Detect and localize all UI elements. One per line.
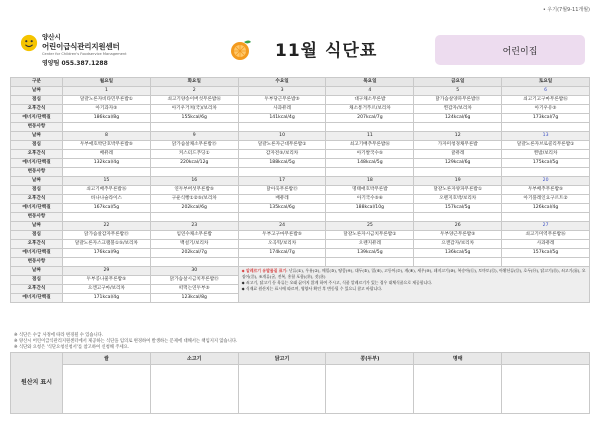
lunch-cell: 달걀노른자브로콜리무른밥①: [502, 141, 590, 150]
change-cell: [150, 168, 238, 177]
table-header-row: [11, 78, 590, 87]
origin-value: [414, 365, 502, 414]
change-cell: [326, 168, 414, 177]
row-label: 날짜: [11, 267, 63, 276]
snack-cell: 구운식빵①②⑤/보리차: [150, 195, 238, 204]
table-row: [11, 177, 590, 186]
row-label: 에너지/단백질: [11, 249, 63, 258]
change-cell: [238, 123, 326, 132]
date-cell: 30: [150, 267, 238, 276]
table-row: [11, 168, 590, 177]
energy-cell: 202kcal/7g: [150, 249, 238, 258]
change-cell: [414, 258, 502, 267]
change-cell: [502, 258, 590, 267]
row-label: 변동사항: [11, 168, 63, 177]
change-cell: [414, 213, 502, 222]
change-cell: [326, 213, 414, 222]
table-row: [11, 195, 590, 204]
table-row: [11, 267, 590, 276]
org-block: [42, 32, 127, 67]
top-note: • 우기(7월9-11개월): [542, 7, 590, 13]
date-cell: 19: [414, 177, 502, 186]
snack-cell: 찐밤/보리차: [502, 150, 590, 159]
facility-badge: 어린이집: [435, 35, 585, 65]
lunch-cell: 닭아욱무른밥⑮: [238, 186, 326, 195]
date-cell: 24: [238, 222, 326, 231]
energy-cell: 175kcal/5g: [502, 159, 590, 168]
snack-cell: 으깬감자/보리차: [414, 240, 502, 249]
row-label: 에너지/단백질: [11, 294, 63, 303]
column-header: 목요일: [326, 78, 414, 87]
date-cell: 25: [326, 222, 414, 231]
change-cell: [238, 258, 326, 267]
lunch-cell: 달걀노른자시금치무른밥①: [326, 231, 414, 240]
table-row: [11, 87, 590, 96]
org-phone: 영양팀 055.387.1288: [42, 60, 108, 67]
footnotes: [14, 333, 574, 351]
snack-cell: 달걀노른자스크램블①⑤/보리차: [63, 240, 151, 249]
date-cell: 12: [414, 132, 502, 141]
energy-cell: 126kcal/4g: [502, 204, 590, 213]
row-label: 오후간식: [11, 105, 63, 114]
row-label: 날짜: [11, 132, 63, 141]
change-cell: [502, 123, 590, 132]
change-cell: [326, 123, 414, 132]
lunch-cell: 달걀노른자근대무른밥①: [238, 141, 326, 150]
change-cell: [502, 213, 590, 222]
table-row: [11, 141, 590, 150]
lunch-cell: 닭가슴살감자무른밥⑮: [63, 231, 151, 240]
row-label: 변동사항: [11, 123, 63, 132]
column-header: 구분: [11, 78, 63, 87]
energy-cell: 155kcal/6g: [150, 114, 238, 123]
row-label: 점심: [11, 231, 63, 240]
snack-cell: 백설기/보리차: [150, 240, 238, 249]
lunch-cell: 명태애호박무른밥: [326, 186, 414, 195]
row-label: 오후간식: [11, 285, 63, 294]
date-cell: 6: [502, 87, 590, 96]
date-cell: 23: [150, 222, 238, 231]
date-cell: 22: [63, 222, 151, 231]
snack-cell: 아기국수⑤⑥: [326, 195, 414, 204]
snack-cell: 배퓨레: [63, 150, 151, 159]
energy-cell: 157kcal/5g: [502, 249, 590, 258]
row-label: 변동사항: [11, 258, 63, 267]
menu-table: [10, 77, 590, 303]
date-cell: 29: [63, 267, 151, 276]
lunch-cell: 두부고구마무른밥⑤: [238, 231, 326, 240]
column-header: 월요일: [63, 78, 151, 87]
origin-header: 명태: [414, 353, 502, 365]
snack-cell: 채소통거푸르/보리차: [326, 105, 414, 114]
change-cell: [326, 258, 414, 267]
row-label: 점심: [11, 96, 63, 105]
snack-cell: 사과퓨레: [238, 105, 326, 114]
origin-header: 콩(두부): [326, 353, 414, 365]
table-row: [11, 123, 590, 132]
lunch-cell: 두부애호박단호박무른밥⑤: [63, 141, 151, 150]
date-cell: 26: [414, 222, 502, 231]
energy-cell: 141kcal/4g: [238, 114, 326, 123]
note-bullet: ◆ 식재료 원산지는 표시에 따르며, 영양사 확인 후 변동될 수 있으니 참고 바랍니다.: [241, 286, 383, 291]
footnote: ※ 식단와 요청은 '식단요청신청서'를 참고하여 신청해 주세요.: [14, 345, 130, 350]
snack-cell: 커스터드푸딩①: [150, 150, 238, 159]
snack-cell: 아기우거쳐(국)/보리차: [150, 105, 238, 114]
orange-icon: [228, 37, 254, 61]
energy-cell: 129kcal/6g: [414, 159, 502, 168]
date-cell: 20: [502, 177, 590, 186]
table-row: [11, 258, 590, 267]
energy-cell: 188kcal/10g: [326, 204, 414, 213]
row-label: 변동사항: [11, 213, 63, 222]
energy-cell: 132kcal/4g: [63, 159, 151, 168]
row-label: 날짜: [11, 222, 63, 231]
lunch-cell: 쇠고기고구마무른밥⑯: [502, 96, 590, 105]
column-header: 금요일: [414, 78, 502, 87]
snack-cell: 아기플레인요구르트②: [502, 195, 590, 204]
snack-cell: 오렌지호박/보리차: [414, 195, 502, 204]
snack-cell: 아기우유⑤: [502, 105, 590, 114]
date-cell: 3: [238, 87, 326, 96]
date-cell: 17: [238, 177, 326, 186]
origin-value: [502, 365, 590, 414]
change-cell: [150, 258, 238, 267]
snack-cell: 사과퓨레: [502, 240, 590, 249]
table-row: [11, 105, 590, 114]
energy-cell: 207kcal/7g: [326, 114, 414, 123]
snack-cell: 떠먹는연두부⑤: [150, 285, 238, 294]
energy-cell: 220kcal/12g: [150, 159, 238, 168]
table-row: [11, 204, 590, 213]
change-cell: [414, 168, 502, 177]
lunch-cell: 가자미청경채무른밥: [414, 141, 502, 150]
date-cell: 16: [150, 177, 238, 186]
energy-cell: 157kcal/5g: [414, 204, 502, 213]
energy-cell: 148kcal/5g: [326, 159, 414, 168]
lunch-cell: 달걀노른자비타민무른밥①: [63, 96, 151, 105]
table-row: [11, 231, 590, 240]
energy-cell: 136kcal/5g: [414, 249, 502, 258]
energy-cell: 186kcal/8g: [63, 114, 151, 123]
origin-header: [502, 353, 590, 365]
allergy-heading: ◆ 알레르기 유발물질 표기: [241, 268, 287, 273]
energy-cell: 202kcal/6g: [150, 204, 238, 213]
lunch-cell: 두부양근무른밥⑤: [414, 231, 502, 240]
table-row: [11, 150, 590, 159]
center-logo-icon: [20, 34, 38, 52]
date-cell: 1: [63, 87, 151, 96]
energy-cell: 188kcal/5g: [238, 159, 326, 168]
lunch-cell: 닭가슴살양파무른밥⑮: [414, 96, 502, 105]
date-cell: 27: [502, 222, 590, 231]
row-label: 날짜: [11, 87, 63, 96]
energy-cell: 123kcal/8g: [150, 294, 238, 303]
date-cell: 8: [63, 132, 151, 141]
change-cell: [63, 258, 151, 267]
date-cell: 9: [150, 132, 238, 141]
page-header: [20, 32, 585, 68]
energy-cell: 135kcal/6g: [238, 204, 326, 213]
lunch-cell: 두부콩나물무른밥⑤: [63, 276, 151, 285]
row-label: 에너지/단백질: [11, 159, 63, 168]
date-cell: 10: [238, 132, 326, 141]
energy-cell: 173kcal/7g: [502, 114, 590, 123]
org-city: 양산시: [42, 33, 61, 41]
energy-cell: 174kcal/7g: [238, 249, 326, 258]
lunch-cell: 두부당근무른밥⑤: [238, 96, 326, 105]
origin-value: [150, 365, 238, 414]
snack-cell: 오렌지퓨레: [326, 240, 414, 249]
org-english: Center for Children's Foodservice Management: [42, 52, 127, 56]
energy-cell: 139kcal/5g: [326, 249, 414, 258]
lunch-cell: 쇠고기배추무른밥⑯: [326, 141, 414, 150]
snack-cell: 바나나슬라이스: [63, 195, 151, 204]
column-header: 토요일: [502, 78, 590, 87]
date-cell: 13: [502, 132, 590, 141]
table-row: [11, 186, 590, 195]
column-header: 화요일: [150, 78, 238, 87]
origin-value: [238, 365, 326, 414]
change-cell: [414, 123, 502, 132]
date-cell: 4: [326, 87, 414, 96]
date-cell: 18: [326, 177, 414, 186]
table-row: [11, 132, 590, 141]
snack-cell: 귤퓨레: [414, 150, 502, 159]
change-cell: [238, 213, 326, 222]
origin-header: 쌀: [63, 353, 151, 365]
energy-cell: 124kcal/6g: [414, 114, 502, 123]
table-row: [11, 114, 590, 123]
date-cell: 11: [326, 132, 414, 141]
origin-table: [10, 352, 590, 414]
row-label: 오후간식: [11, 240, 63, 249]
date-cell: 2: [150, 87, 238, 96]
lunch-cell: 쇠고기배추무른밥⑯: [63, 186, 151, 195]
lunch-cell: 두부배추무른밥⑤: [502, 186, 590, 195]
footnote: ※ 양산시 어린이급식관리지원센터에서 제공하는 식단을 임의로 변경하여 발생하는 문제에 대해서는 책임지지 않습니다.: [14, 339, 238, 344]
table-row: [11, 249, 590, 258]
change-cell: [150, 123, 238, 132]
date-cell: 15: [63, 177, 151, 186]
energy-cell: 176kcal/9g: [63, 249, 151, 258]
origin-value: [63, 365, 151, 414]
row-label: 날짜: [11, 177, 63, 186]
row-label: 점심: [11, 276, 63, 285]
change-cell: [63, 168, 151, 177]
change-cell: [150, 213, 238, 222]
snack-cell: 아기쌀국수⑤: [326, 150, 414, 159]
table-row: [11, 213, 590, 222]
lunch-cell: 임연수채소무른밥: [150, 231, 238, 240]
lunch-cell: 달걀노른자양파무른밥①: [414, 186, 502, 195]
date-cell: 5: [414, 87, 502, 96]
snack-cell: 찐감자/보리차: [414, 105, 502, 114]
lunch-cell: 쇠고기미역무른밥⑯: [502, 231, 590, 240]
energy-cell: 171kcal/4g: [63, 294, 151, 303]
note-bullet: ◆ 쇠고기, 닭고기 등 육류는 오래 끓이지 않게 하여 주시고, 식품 알레르기가 있는 경우 대체식품으로 제공합니다.: [241, 280, 433, 285]
energy-cell: 167kcal/5g: [63, 204, 151, 213]
table-row: [11, 159, 590, 168]
snack-cell: 으깬고구마/보리차: [63, 285, 151, 294]
lunch-cell: 닭가슴살채소무른밥⑮: [150, 141, 238, 150]
snack-cell: 감자전⑤/보리차: [238, 150, 326, 159]
allergy-note-box: [238, 267, 589, 303]
origin-header: 닭고기: [238, 353, 326, 365]
lunch-cell: 대구채소무른밥: [326, 96, 414, 105]
change-cell: [502, 168, 590, 177]
footnote: ※ 식단은 수급 사정에 따라 변경될 수 있습니다.: [14, 333, 104, 338]
row-label: 점심: [11, 186, 63, 195]
change-cell: [63, 213, 151, 222]
org-name: 어린이급식관리지원센터: [42, 42, 120, 51]
origin-value: [326, 365, 414, 414]
row-label: 에너지/단백질: [11, 204, 63, 213]
table-row: [11, 240, 590, 249]
lunch-cell: 연두부버섯무른밥⑤: [150, 186, 238, 195]
snack-cell: 오곡떡/보리차: [238, 240, 326, 249]
origin-label: 원산지 표시: [11, 353, 63, 414]
allergy-body: : 난류(①), 우유(②), 메밀(③), 땅콩(④), 대두(⑤), 밀(⑥), 고등어(⑦), 게(⑧), 새우(⑨), 돼지고기(⑩), 복숭아(⑪), 토마토(⑫), 아황산류(⑬), 호두(⑭), 닭고기(⑮), 쇠고기(⑯), 오징어(⑰), 조개류(굴, 전복, 홍합 포함)(⑱), 잣(⑲): [241, 268, 586, 279]
lunch-cell: 닭가슴살시금치무른밥⑮: [150, 276, 238, 285]
table-row: [11, 96, 590, 105]
lunch-cell: 쇠고기양송이버섯무른밥⑯: [150, 96, 238, 105]
row-label: 오후간식: [11, 195, 63, 204]
snack-cell: 아기과자⑤: [63, 105, 151, 114]
snack-cell: 배퓨레: [238, 195, 326, 204]
origin-header: 소고기: [150, 353, 238, 365]
row-label: 점심: [11, 141, 63, 150]
table-row: [11, 222, 590, 231]
change-cell: [63, 123, 151, 132]
page-title: 11월 식단표: [275, 41, 378, 61]
column-header: 수요일: [238, 78, 326, 87]
row-label: 오후간식: [11, 150, 63, 159]
row-label: 에너지/단백질: [11, 114, 63, 123]
change-cell: [238, 168, 326, 177]
